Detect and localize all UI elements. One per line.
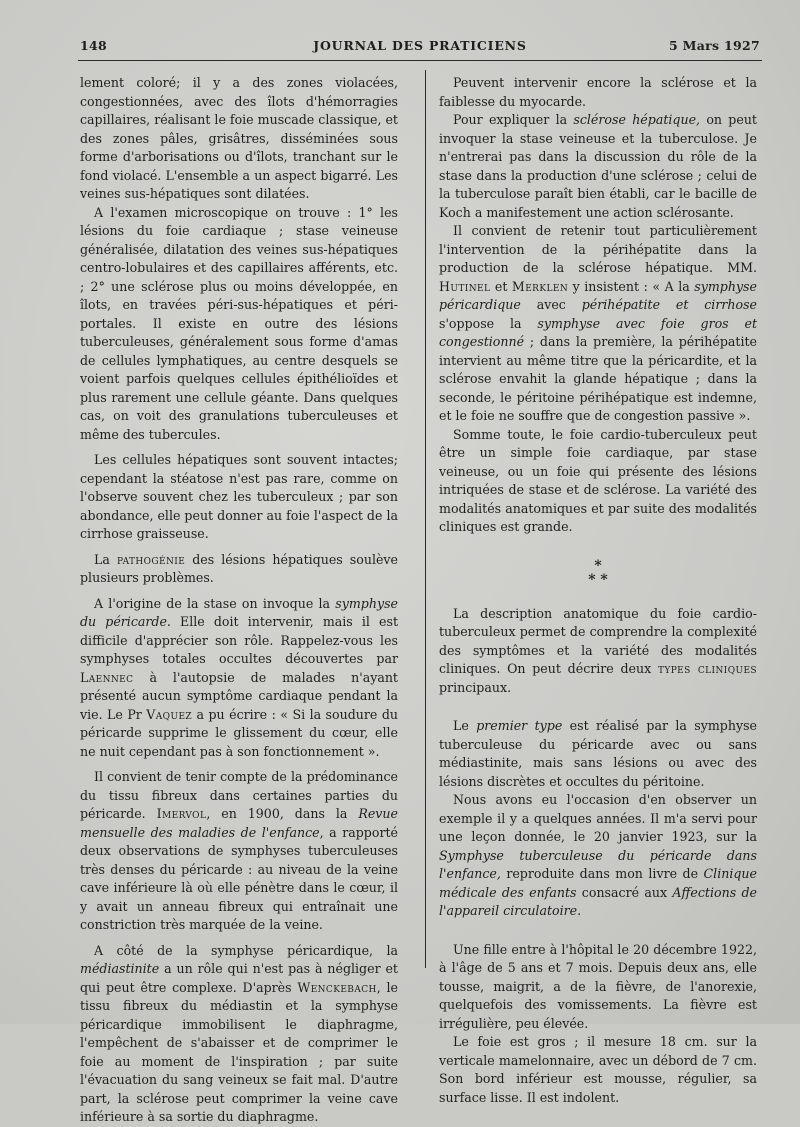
left-column (80, 74, 398, 1127)
paragraph: A l'examen microscopique on trouve : 1° les lésions du foie cardiaque ; stase veineuse généralisée, dilatation des veines sus-hépatiques centro-lobulaires et des capillaires afférents, etc. ; 2° une sclérose plus ou moins développée, en îlots, en travées péri-sus-hépatiques et péri-portales. Il existe en outre des lésions tuberculeuses, généralement sous forme d'amas de cellules lymphatiques, au centre desquels se voient parfois quelques cellules épithélioïdes et plus rarement une cellule géante. Dans quelques cas, on voit des granulations tuberculeuses et même des tubercules. (80, 204, 398, 442)
paragraph: La description anatomique du foie cardio-tuberculeux permet de comprendre la complexité des symptômes et la variété des modalités cliniques. On peut décrire deux types cliniques principaux. (439, 605, 757, 695)
asterisk-bottom: * * (588, 571, 608, 588)
emphasis: premier type (476, 718, 563, 733)
paragraph: Somme toute, le foie cardio-tuberculeux peut être un simple foie cardiaque, par stase veineuse, ou un foie qui présente des lésions intriquées de stase et de sclérose. La variété des modalités anatomiques et par suite des modalités cliniques est grande. (439, 426, 757, 534)
page-header (80, 36, 760, 58)
emphasis: symphyse péricardique (439, 278, 757, 312)
paragraph: lement coloré; il y a des zones violacées, congestionnées, avec des îlots d'hémorragies capillaires, réalisant le foie muscade classique, et des zones pâles, grisâtres, disséminées sous forme d'arborisations ou d'îlots, tranchant sur le fond violacé. L'ensemble a un aspect bigarré. Les veines sus-hépatiques sont dilatées. (80, 75, 398, 201)
emphasis: périhépatite et cirrhose (581, 297, 757, 312)
issue-date: 5 Mars 1927 (668, 38, 760, 53)
paragraph: Il convient de tenir compte de la prédominance du tissu fibreux dans certaines parties du péricarde. Imervol, en 1900, dans la Revue mensuelle des maladies de l'enfance, a rapporté deux observations de symphyses tuberculeuses très denses du péricarde : au niveau de la veine cave inférieure là où elle pénètre dans le cœur, il y avait un anneau fibreux qui entraînait une constriction très marquée de la veine. (80, 769, 398, 932)
section-separator-asterism (439, 559, 757, 587)
paragraph: Pour expliquer la sclérose hépatique, on peut invoquer la stase veineuse et la tuberculose. Je n'entrerai pas dans la discussion du rôle de la stase dans la production d'une sclérose ; celui de la tuberculose paraît bien établi, car le bacille de Koch a manifestement une action sclérosante. (439, 112, 757, 220)
author-name: Hutinel (439, 278, 491, 294)
paragraph: La pathogénie des lésions hépatiques soulève plusieurs problèmes. (80, 551, 399, 585)
paragraph: A l'origine de la stase on invoque la symphyse du péricarde. Elle doit intervenir, mais il est difficile d'apprécier son rôle. Rappelez-vous les symphyses totales occultes découvertes par Laennec à l'autopsie de malades n'ayant présenté aucun symptôme cardiaque pendant la vie. Le Pr Vaquez a pu écrire : « Si la soudure du péricarde supprime le glissement du cœur, elle ne nuit cependant pas à son fonctionnement ». (80, 595, 399, 759)
emphasis: Clinique médicale des enfants (439, 866, 757, 900)
emphasis: Affections de l'appareil circulatoire. (439, 884, 757, 918)
asterisk-top: * (594, 557, 602, 574)
paragraph: A côté de la symphyse péricardique, la médiastinite a un rôle qui n'est pas à négliger et qui peut être complexe. D'après Wenckebach, le tissu fibreux du médiastin et la symphyse péricardique immobilisent le diaphragme, l'empêchent de s'abaisser et de comprimer le foie au moment de l'inspiration ; par suite l'évacuation du sang veineux se fait mal. D'autre part, la sclérose peut comprimer la veine cave inférieure à sa sortie du diaphragme. (80, 942, 398, 1124)
author-name: Imervol (156, 806, 207, 821)
small-caps-term: pathogénie (116, 551, 186, 567)
emphasis: Revue mensuelle des maladies de l'enfance (80, 806, 398, 840)
paragraph: Il convient de retenir tout particulièrement l'intervention de la périhépatite dans la production de la sclérose hépatique. MM. Hutinel et Merklen y insistent : « A la symphyse péricardique avec périhépatite et cirrhose s'oppose la symphyse avec foie gros et congestionné ; dans la première, la périhépatite intervient au même titre que la péricardite, et la sclérose envahit la glande hépatique ; dans la seconde, le péritoine périhépatique est indemne, et le foie ne souffre que de congestion passive ». (439, 223, 758, 423)
paragraph: Le foie est gros ; il mesure 18 cm. sur la verticale mamelonnaire, avec un débord de 7 cm. Son bord inférieur est mousse, régulier, sa surface lisse. Il est indolent. (439, 1034, 757, 1105)
author-name: Laennec (80, 669, 134, 685)
paragraph: Les cellules hépatiques sont souvent intactes; cependant la stéatose n'est pas rare, comme on l'observe souvent chez les tuberculeux ; par son abondance, elle peut donner au foie l'aspect de la cirrhose graisseuse. (80, 452, 398, 541)
emphasis: symphyse avec foie gros et congestionné (439, 315, 758, 349)
emphasis: médiastinite (80, 961, 160, 976)
author-name: Wenckebach (297, 979, 377, 995)
journal-title: JOURNAL DES PRATICIENS (313, 38, 527, 53)
author-name: Vaquez (146, 706, 193, 722)
right-column (439, 74, 757, 1107)
small-caps-term: types cliniques (657, 661, 757, 676)
emphasis: Symphyse tuberculeuse du péricarde dans l'enfance, (439, 847, 757, 881)
paragraph: Nous avons eu l'occasion d'en observer un exemple il y a quelques années. Il m'a servi pour une leçon donnée, le 20 janvier 1923, sur la Symphyse tuberculeuse du péricarde dans l'enfance, reproduite dans mon livre de Clinique médicale des enfants consacré aux Affections de l'appareil circulatoire. (439, 792, 757, 918)
page-number: 148 (80, 38, 107, 53)
emphasis: sclérose hépatique, (573, 112, 701, 127)
paragraph: Une fille entre à l'hôpital le 20 décembre 1922, à l'âge de 5 ans et 7 mois. Depuis deux ans, elle tousse, maigrit, a de la fièvre, de l'anorexie, quelquefois des vomissements. La fièvre est irrégulière, peu élevée. (439, 941, 757, 1031)
paragraph: Le premier type est réalisé par la symphyse tuberculeuse du péricarde avec ou sans médiastinite, mais sans lésions ou avec des lésions discrètes et occultes du péritoine. (439, 718, 758, 789)
emphasis: symphyse du péricarde. (80, 595, 398, 629)
paragraph: Peuvent intervenir encore la sclérose et la faiblesse du myocarde. (439, 75, 757, 109)
column-divider (425, 70, 426, 968)
header-rule (78, 60, 762, 61)
author-name: Merklen (511, 278, 569, 294)
